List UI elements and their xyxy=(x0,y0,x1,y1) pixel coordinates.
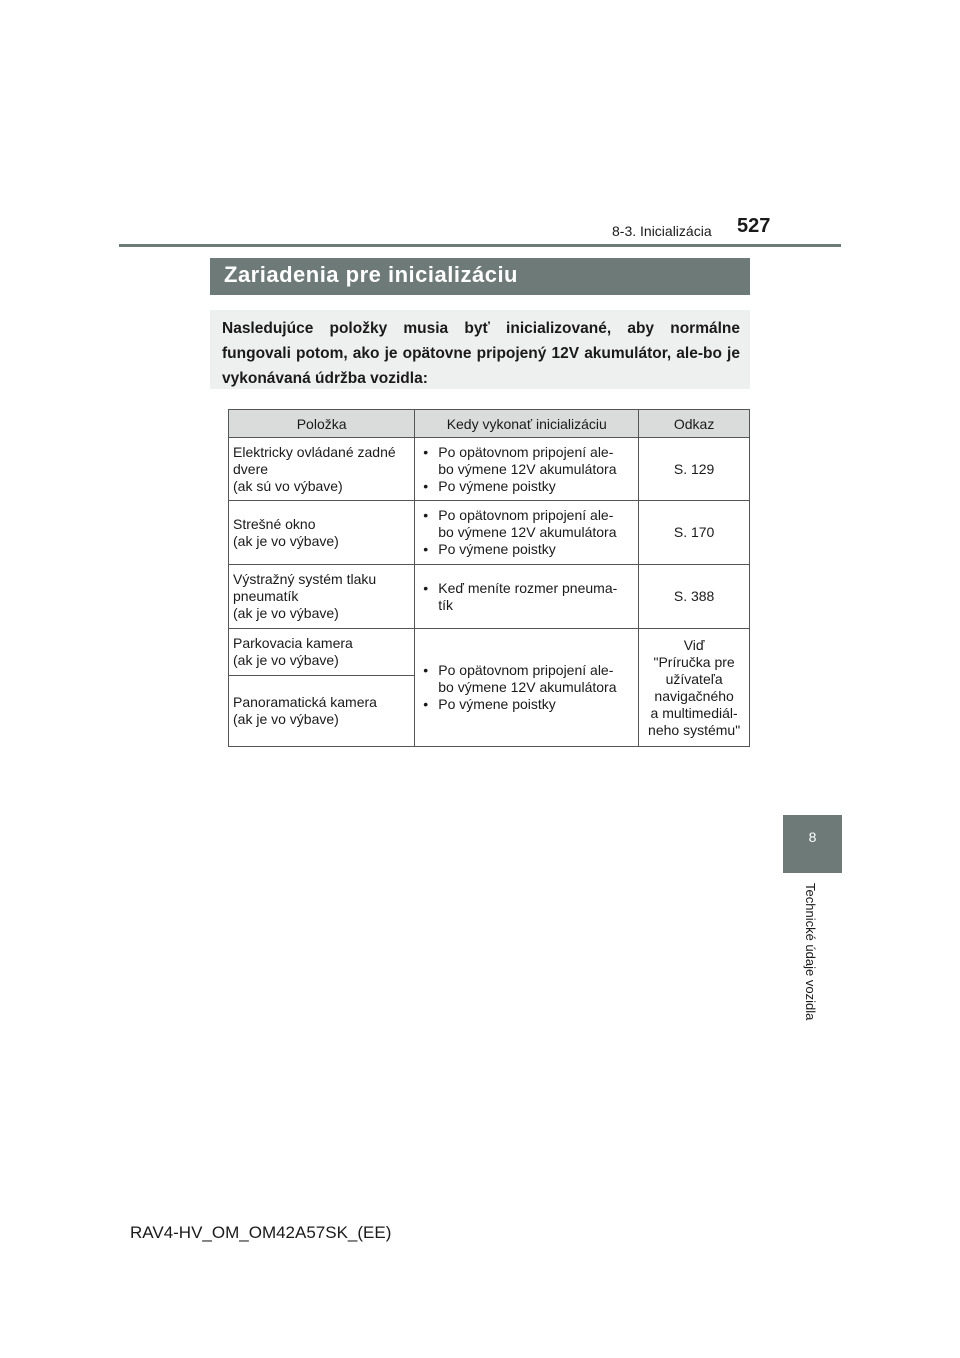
item-text: Parkovacia kamera xyxy=(233,635,353,651)
item-text: (ak je vo výbave) xyxy=(233,532,339,549)
item-text: Výstražný systém tlaku xyxy=(233,571,377,587)
chapter-number: 8 xyxy=(808,829,817,845)
bullet-item xyxy=(419,541,634,558)
reference-text: užívateľa xyxy=(665,670,723,687)
item-cell xyxy=(229,676,415,747)
item-text: Panoramatická kamera xyxy=(233,694,377,710)
table-row xyxy=(229,629,750,676)
bullet-item xyxy=(419,507,634,541)
when-cell xyxy=(415,565,639,629)
reference-text: "Príručka pre xyxy=(653,653,735,670)
reference-text: a multimediál- xyxy=(650,704,738,721)
document-code: RAV4-HV_OM_OM42A57SK_(EE) xyxy=(130,1223,392,1242)
bullet-text: • Po opätovnom pripojení ale- xyxy=(438,443,614,460)
bullet-item xyxy=(419,580,634,614)
bullet-text: bo výmene 12V akumulátora xyxy=(438,460,617,477)
table-header-row xyxy=(229,410,750,438)
reference-text: neho systému" xyxy=(648,721,741,738)
reference-cell xyxy=(639,501,750,565)
chapter-title: Technické údaje vozidla xyxy=(803,883,818,1021)
when-cell xyxy=(415,501,639,565)
column-header-when: Kedy vykonať inicializáciu xyxy=(415,410,639,438)
table-row xyxy=(229,565,750,629)
page-number: 527 xyxy=(737,215,771,237)
initialization-table xyxy=(228,409,750,747)
item-text: pneumatík xyxy=(233,588,299,604)
item-text: (ak je vo výbave) xyxy=(233,711,339,727)
bullet-item xyxy=(419,662,634,696)
bullet-text: • Keď meníte rozmer pneuma- xyxy=(438,579,618,596)
chapter-tab xyxy=(783,815,842,873)
item-text: Strešné okno xyxy=(233,515,316,532)
intro-paragraph: Nasledujúce položky musia byť inicializované, aby normálne fungovali potom, ako je opätovne pripojený 12V akumulátor, ale-bo je vykonávaná údržba vozidla: xyxy=(210,310,750,389)
item-text: dvere xyxy=(233,460,269,477)
bullet-item xyxy=(419,696,634,713)
table-row xyxy=(229,501,750,565)
bullet-text: • Po výmene poistky xyxy=(438,541,556,557)
bullet-text: tík xyxy=(438,596,454,613)
bullet-text: • Po výmene poistky xyxy=(438,477,556,494)
reference-text: navigačného xyxy=(654,687,734,704)
when-cell xyxy=(415,438,639,501)
header-divider xyxy=(119,244,841,247)
bullet-item xyxy=(419,478,634,495)
bullet-item xyxy=(419,444,634,478)
item-text: (ak je vo výbave) xyxy=(233,652,339,668)
item-cell xyxy=(229,438,415,501)
page-title: Zariadenia pre inicializáciu xyxy=(210,258,750,295)
reference-cell xyxy=(639,629,750,747)
bullet-text: • Po výmene poistky xyxy=(438,696,556,712)
bullet-text: • Po opätovnom pripojení ale- xyxy=(438,507,614,523)
bullet-text: bo výmene 12V akumulátora xyxy=(438,679,617,695)
page-reference: S. 388 xyxy=(673,588,715,604)
reference-cell xyxy=(639,565,750,629)
item-cell xyxy=(229,565,415,629)
bullet-text: bo výmene 12V akumulátora xyxy=(438,524,617,540)
column-header-reference: Odkaz xyxy=(639,410,750,438)
item-text: (ak sú vo výbave) xyxy=(233,477,343,494)
item-text: Elektricky ovládané zadné xyxy=(233,443,396,460)
reference-text: Viď xyxy=(683,636,705,653)
item-cell xyxy=(229,501,415,565)
page-reference: S. 129 xyxy=(673,460,715,477)
when-cell xyxy=(415,629,639,747)
column-header-item: Položka xyxy=(229,410,415,438)
page-reference: S. 170 xyxy=(673,524,715,540)
section-title: 8-3. Inicializácia xyxy=(612,223,712,239)
table-row xyxy=(229,438,750,501)
reference-cell xyxy=(639,438,750,501)
bullet-text: • Po opätovnom pripojení ale- xyxy=(438,662,614,678)
item-cell xyxy=(229,629,415,676)
item-text: (ak je vo výbave) xyxy=(233,605,339,621)
